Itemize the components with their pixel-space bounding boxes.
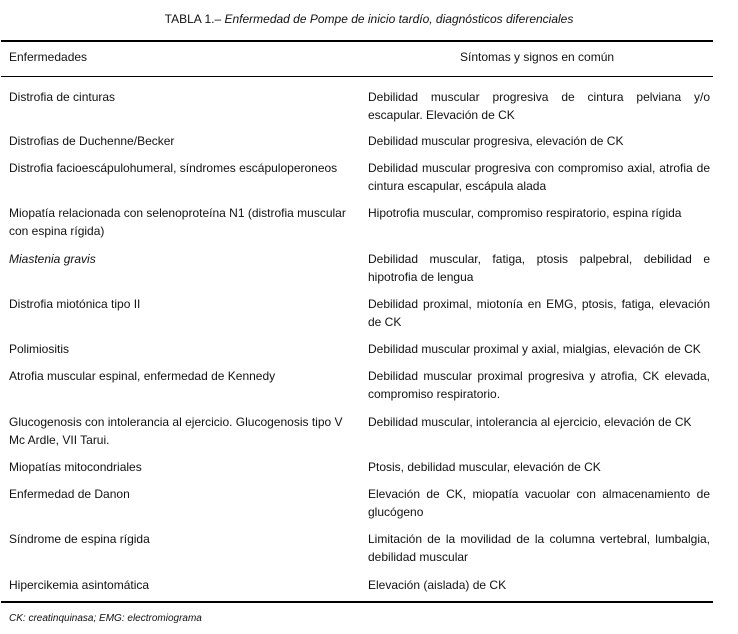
disease-cell: Miopatía relacionada con selenoproteína N1 (distrofia muscular con espina rígida) bbox=[9, 206, 346, 238]
header-symptoms: Síntomas y signos en común bbox=[460, 50, 615, 64]
symptoms-cell: Ptosis, debilidad muscular, elevación de CK bbox=[368, 460, 601, 474]
symptoms-cell: Debilidad muscular, intolerancia al ejercicio, elevación de CK bbox=[368, 415, 692, 429]
table-top-rule bbox=[1, 40, 713, 42]
disease-cell: Glucogenosis con intolerancia al ejercicio. Glucogenosis tipo V Mc Ardle, VII Tarui. bbox=[9, 415, 343, 447]
disease-cell: Enfermedad de Danon bbox=[9, 487, 130, 501]
symptoms-cell: Elevación de CK, miopatía vacuolar con almacenamiento de glucógeno bbox=[368, 487, 710, 519]
table-header-rule bbox=[1, 76, 713, 77]
table-title bbox=[0, 12, 738, 27]
disease-cell: Hipercikemia asintomática bbox=[9, 578, 150, 592]
disease-cell: Distrofia miotónica tipo II bbox=[9, 297, 141, 311]
disease-cell: Atrofia muscular espinal, enfermedad de Kennedy bbox=[9, 369, 276, 383]
symptoms-cell: Debilidad muscular proximal y axial, mialgias, elevación de CK bbox=[368, 342, 701, 356]
symptoms-cell: Debilidad proximal, miotonía en EMG, ptosis, fatiga, elevación de CK bbox=[368, 297, 710, 329]
symptoms-cell: Elevación (aislada) de CK bbox=[368, 578, 507, 592]
disease-cell: Miastenia gravis bbox=[9, 252, 96, 266]
symptoms-cell: Debilidad muscular proximal progresiva y atrofia, CK elevada, compromiso respiratorio. bbox=[368, 369, 710, 401]
disease-cell: Distrofia de cinturas bbox=[9, 90, 116, 104]
symptoms-cell: Debilidad muscular, fatiga, ptosis palpebral, debilidad e hipotrofia de lengua bbox=[368, 252, 710, 284]
symptoms-cell: Debilidad muscular progresiva con compromiso axial, atrofia de cintura escapular, escápula alada bbox=[368, 161, 710, 193]
disease-cell: Polimiositis bbox=[9, 342, 70, 356]
table-footnote: CK: creatinquinasa; EMG: electromiograma bbox=[9, 613, 202, 624]
symptoms-cell: Hipotrofia muscular, compromiso respiratorio, espina rígida bbox=[368, 206, 682, 220]
table-bottom-rule bbox=[1, 601, 713, 603]
table-title-prefix: TABLA 1.– bbox=[164, 12, 225, 26]
disease-cell: Miopatías mitocondriales bbox=[9, 460, 142, 474]
header-diseases: Enfermedades bbox=[9, 50, 88, 64]
table-title-main: Enfermedad de Pompe de inicio tardío, diagnósticos diferenciales bbox=[224, 12, 574, 26]
disease-cell: Distrofia facioescápulohumeral, síndromes escápuloperoneos bbox=[9, 161, 338, 175]
disease-cell: Distrofias de Duchenne/Becker bbox=[9, 134, 175, 148]
symptoms-cell: Debilidad muscular progresiva, elevación de CK bbox=[368, 134, 624, 148]
disease-cell: Síndrome de espina rígida bbox=[9, 532, 150, 546]
symptoms-cell: Debilidad muscular progresiva de cintura pelviana y/o escapular. Elevación de CK bbox=[368, 90, 710, 122]
symptoms-cell: Limitación de la movilidad de la columna vertebral, lumbalgia, debilidad muscular bbox=[368, 532, 710, 564]
